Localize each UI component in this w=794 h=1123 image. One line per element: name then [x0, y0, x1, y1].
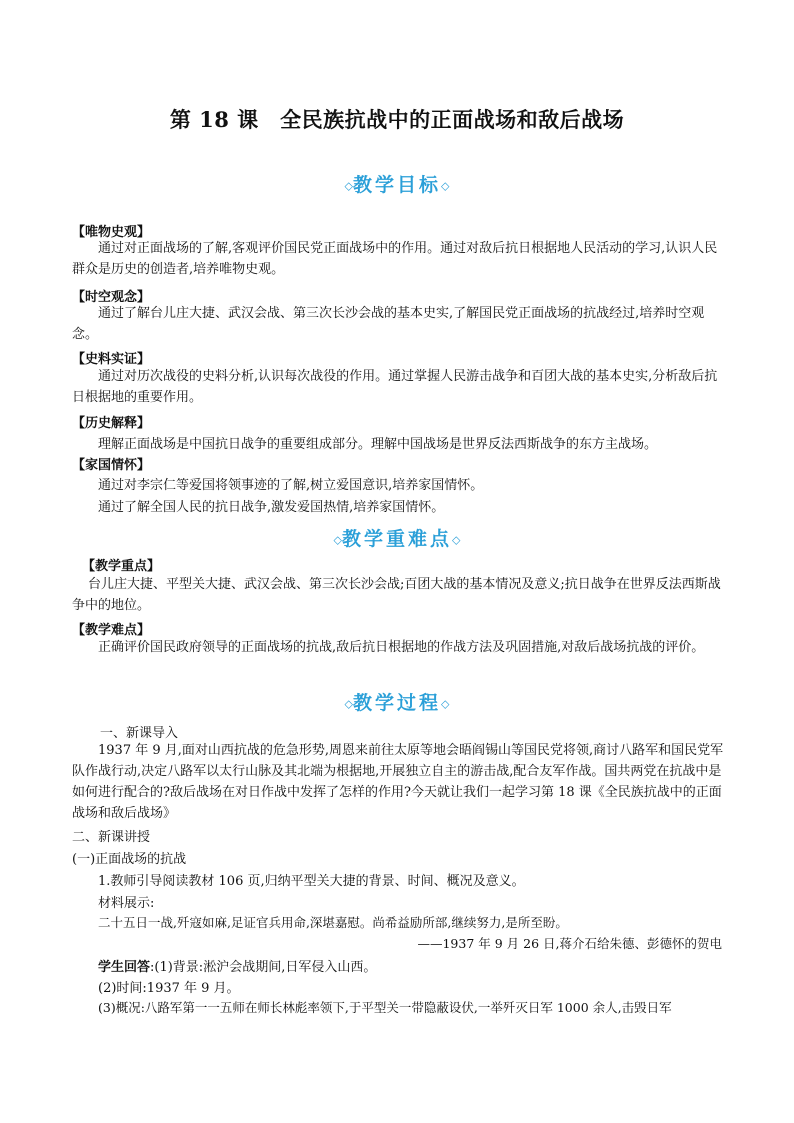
student-answer-1 [98, 956, 376, 975]
diamond-icon: ◇ [441, 697, 450, 711]
paragraph-patriotism-1: 通过对李宗仁等爱国将领事迹的了解,树立爱国意识,培养家国情怀。 [98, 478, 484, 493]
section-heading-text: 教学重难点 [341, 528, 452, 550]
paragraph-patriotism-2: 通过了解全国人民的抗日战争,激发爱国热情,培养家国情怀。 [98, 500, 445, 515]
section-heading-goals [0, 170, 794, 197]
tag-evidence: 【史料实证】 [72, 352, 151, 367]
student-answer-3: (3)概况:八路军第一一五师在师长林彪率领下,于平型关一带隐蔽设伏,一举歼灭日军 1000 余人,击毁日军 [98, 1000, 672, 1015]
step-1: 1.教师引导阅读教材 106 页,归纳平型关大捷的背景、时间、概况及意义。 [98, 874, 525, 889]
material-quote: 二十五日一战,歼寇如麻,足证官兵用命,深堪嘉慰。尚希益励所部,继续努力,是所至盼。 [98, 915, 568, 930]
material-source: ——1937 年 9 月 26 日,蒋介石给朱德、彭德怀的贺电 [417, 936, 722, 951]
material-label: 材料展示: [98, 896, 155, 911]
paragraph-intro: 1937 年 9 月,面对山西抗战的危急形势,周恩来前往太原等地会晤阎锡山等国民党将领,商讨八路军和国民党军队作战行动,决定八路军以太行山脉及其北端为根据地,开展独立自主的游击战,配合友军作战。国共两党在抗战中是如何进行配合的?敌后战场在对日作战中发挥了怎样的作用?今天就让我们一起学习第 18 课《全民族抗战中的正面战场和敌后战场》 [72, 743, 724, 821]
answer-label: 学生回答 [98, 960, 151, 975]
diamond-icon: ◇ [344, 179, 353, 193]
heading-intro: 一、新课导入 [100, 726, 179, 741]
paragraph-key-points: 台儿庄大捷、平型关大捷、武汉会战、第三次长沙会战;百团大战的基本情况及意义;抗日战争在世界反法西斯战争中的地位。 [72, 577, 721, 613]
answer-background: :(1)背景:淞沪会战期间,日军侵入山西。 [150, 960, 377, 975]
section-heading-key-points [0, 524, 794, 551]
tag-time-space: 【时空观念】 [72, 290, 151, 305]
student-answer-2: (2)时间:1937 年 9 月。 [98, 981, 240, 996]
section-heading-text: 教学目标 [352, 174, 441, 196]
paragraph-time-space: 通过了解台儿庄大捷、武汉会战、第三次长沙会战的基本史实,了解国民党正面战场的抗战经过,培养时空观念。 [72, 306, 705, 342]
section-heading-text: 教学过程 [352, 692, 441, 714]
heading-teaching: 二、新课讲授 [72, 830, 151, 845]
tag-key-points: 【教学重点】 [82, 559, 161, 574]
paragraph-evidence: 通过对历次战役的史料分析,认识每次战役的作用。通过掌握人民游击战争和百团大战的基本史实,分析敌后抗日根据地的重要作用。 [72, 369, 718, 405]
tag-difficult-points: 【教学难点】 [72, 623, 151, 638]
paragraph-materialism: 通过对正面战场的了解,客观评价国民党正面战场中的作用。通过对敌后抗日根据地人民活动的学习,认识人民群众是历史的创造者,培养唯物史观。 [72, 241, 718, 277]
tag-interpretation: 【历史解释】 [72, 416, 151, 431]
diamond-icon: ◇ [441, 179, 450, 193]
diamond-icon: ◇ [452, 533, 461, 547]
paragraph-interpretation: 理解正面战场是中国抗日战争的重要组成部分。理解中国战场是世界反法西斯战争的东方主战场。 [98, 437, 658, 452]
tag-materialism: 【唯物史观】 [72, 225, 151, 240]
section-heading-process [0, 688, 794, 715]
diamond-icon: ◇ [333, 533, 342, 547]
heading-front-battlefield: (一)正面战场的抗战 [72, 852, 187, 867]
tag-patriotism: 【家国情怀】 [72, 458, 151, 473]
paragraph-difficult-points: 正确评价国民政府领导的正面战场的抗战,敌后抗日根据地的作战方法及巩固措施,对敌后战场抗战的评价。 [98, 640, 705, 655]
diamond-icon: ◇ [344, 697, 353, 711]
lesson-title: 第 18 课 全民族抗战中的正面战场和敌后战场 [169, 107, 625, 132]
